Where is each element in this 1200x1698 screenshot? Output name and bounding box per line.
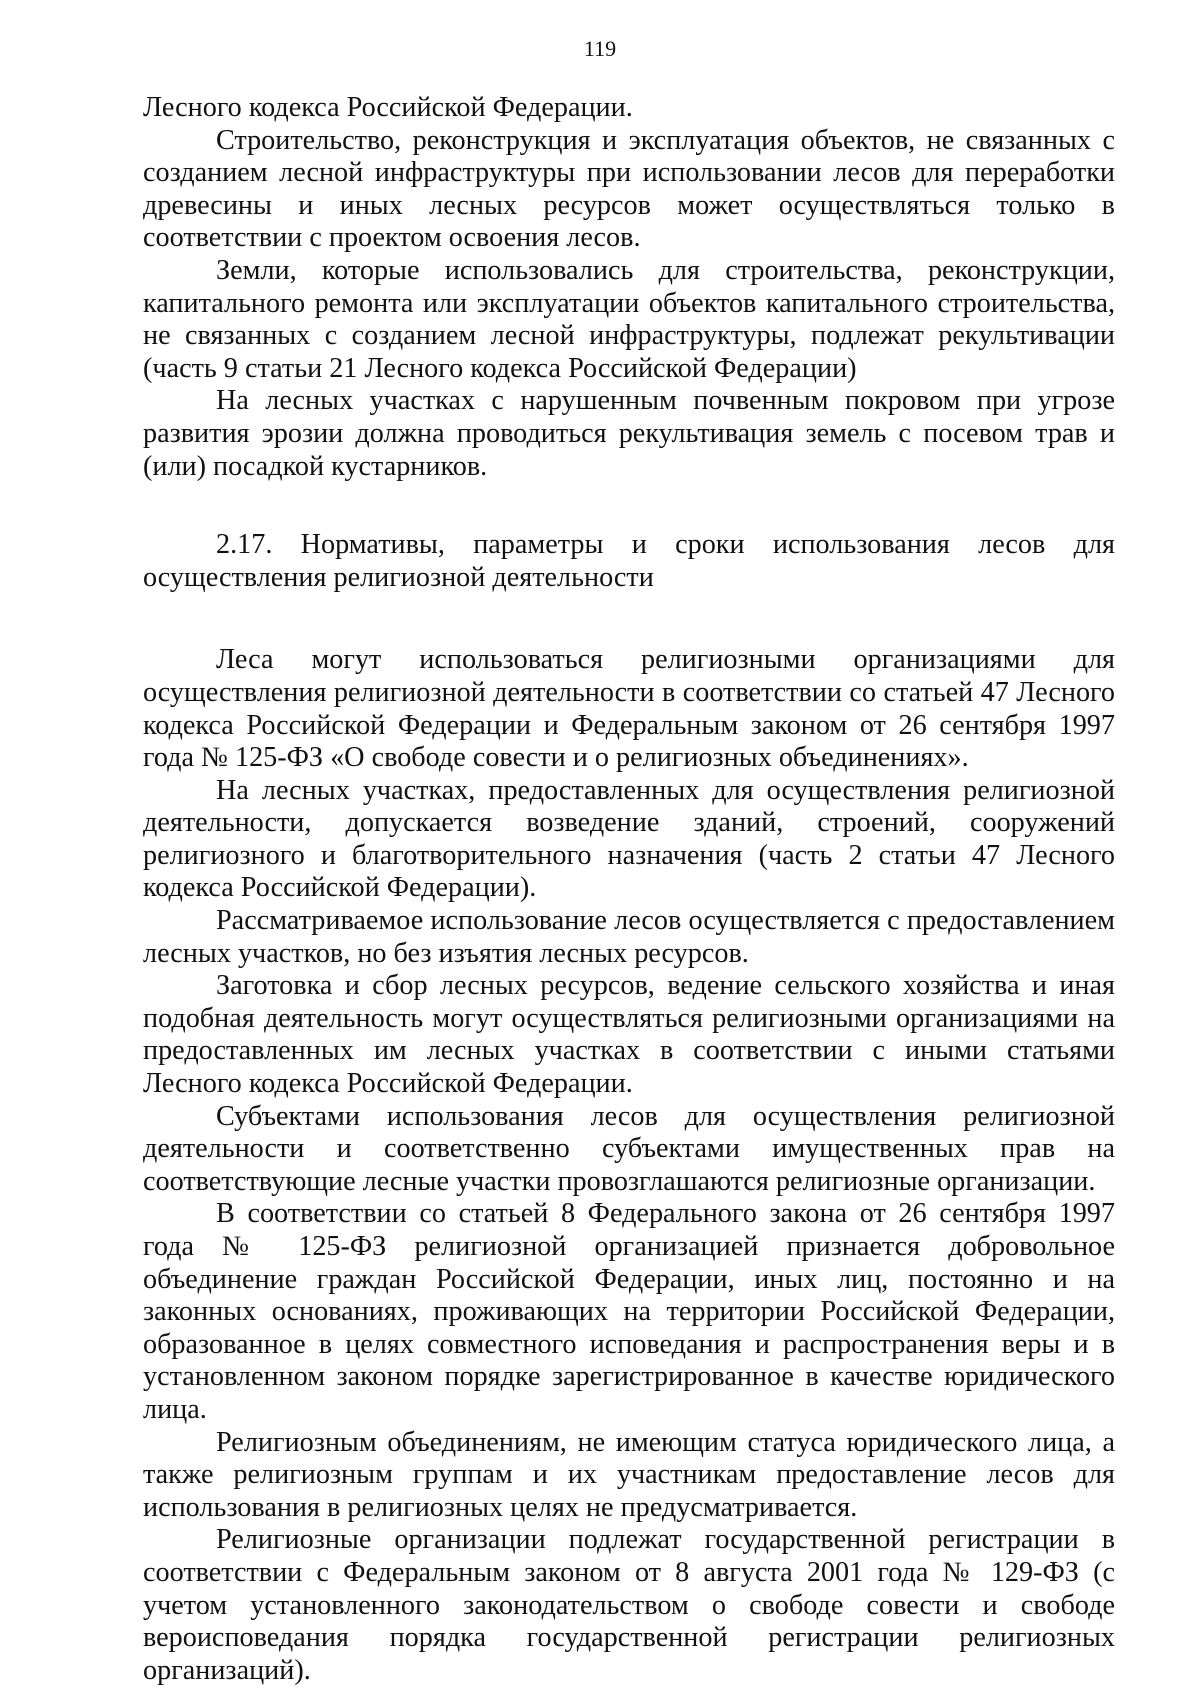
paragraph-harvesting: Заготовка и сбор лесных ресурсов, ведение сельского хозяйства и иная подобная деятельность могут осуществляться религиозными организациями на предоставленных им лесных участках в соответствии с иными статьями Лесного кодекса Российской Федерации. [143,970,1115,1100]
paragraph-lands-recultivation: Земли, которые использовались для строительства, реконструкции, капитального ремонта или эксплуатации объектов капитального строительства, не связанных с созданием лесной инфраструктуры, подлежат рекультивации (часть 9 статьи 21 Лесного кодекса Российской Федерации) [143,254,1115,384]
paragraph-definition: В соответствии со статьей 8 Федерального закона от 26 сентября 1997 года № 125-ФЗ религиозной организацией признается добровольное объединение граждан Российской Федерации, иных лиц, постоянно и на законных основаниях, проживающих на территории Российской Федерации, образованное в целях совместного исповедания и распространения веры и в установленном законом порядке зарегистрированное в качестве юридического лица. [143,1198,1115,1425]
paragraph-no-withdrawal: Рассматриваемое использование лесов осуществляется с предоставлением лесных участков, но без изъятия лесных ресурсов. [143,905,1115,969]
paragraph-continuation: Лесного кодекса Российской Федерации. [143,92,633,123]
paragraph-buildings: На лесных участках, предоставленных для осуществления религиозной деятельности, допускается возведение зданий, строений, сооружений религиозного и благотворительного назначения (часть 2 статьи 47 Лесного кодекса Российской Федерации). [143,774,1115,904]
paragraph-religious-use: Леса могут использоваться религиозными организациями для осуществления религиозной деятельности в соответствии со статьей 47 Лесного кодекса Российской Федерации и Федеральным законом от 26 сентября 1997 года № 125-ФЗ «О свободе совести и о религиозных объединениях». [143,644,1115,774]
paragraph-subjects: Субъектами использования лесов для осуществления религиозной деятельности и соответственно субъектами имущественных прав на соответствующие лесные участки провозглашаются религиозные организации. [143,1100,1115,1197]
paragraph-unregistered: Религиозным объединениям, не имеющим статуса юридического лица, а также религиозным группам и их участникам предоставление лесов для использования в религиозных целях не предусматривается. [143,1426,1115,1523]
paragraph-erosion: На лесных участках с нарушенным почвенным покровом при угрозе развития эрозии должна проводиться рекультивация земель с посевом трав и (или) посадкой кустарников. [143,385,1115,482]
page-number: 119 [583,36,617,61]
paragraph-registration: Религиозные организации подлежат государственной регистрации в соответствии с Федеральным законом от 8 августа 2001 года № 129-ФЗ (с учетом установленного законодательством о свободе совести и свободе вероисповедания порядка государственной регистрации религиозных организаций). [143,1524,1115,1686]
section-heading: 2.17. Нормативы, параметры и сроки использования лесов для осуществления религиозной деятельности [143,529,1115,593]
paragraph-construction: Строительство, реконструкция и эксплуатация объектов, не связанных с созданием лесной инфраструктуры при использовании лесов для переработки древесины и иных лесных ресурсов может осуществляться только в соответствии с проектом освоения лесов. [143,124,1115,254]
document-body [143,92,1115,1687]
